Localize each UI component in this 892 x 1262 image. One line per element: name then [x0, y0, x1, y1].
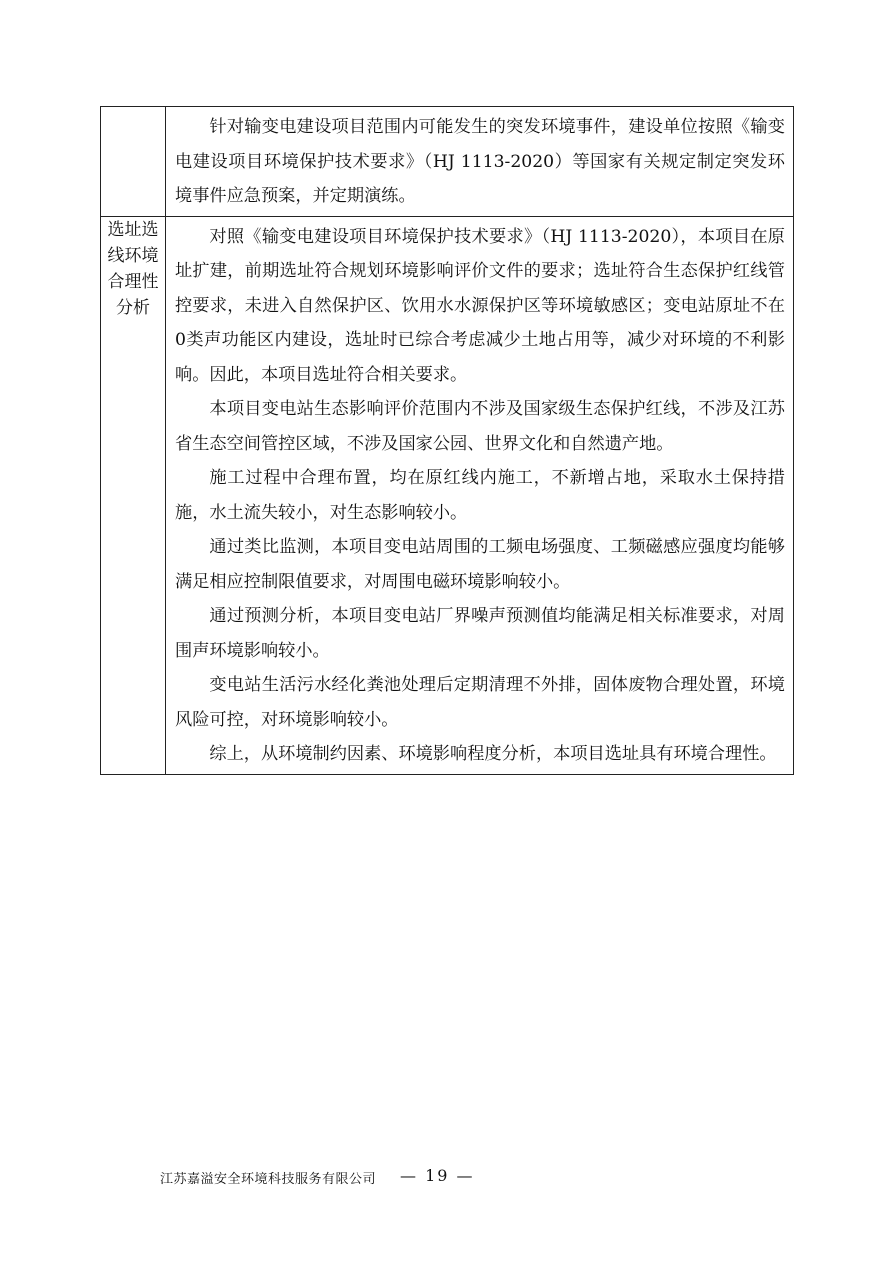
page-number: — 19 —	[400, 1166, 475, 1185]
table-row	[101, 216, 794, 774]
paragraph: 施工过程中合理布置，均在原红线内施工，不新增占地，采取水土保持措施，水土流失较小，对生态影响较小。	[175, 468, 785, 523]
table-row	[101, 107, 794, 217]
row-content-cell	[166, 107, 794, 217]
paragraph: 本项目变电站生态影响评价范围内不涉及国家级生态保护红线，不涉及江苏省生态空间管控区域，不涉及国家公园、世界文化和自然遗产地。	[175, 399, 785, 454]
row-content-cell	[166, 216, 794, 774]
analysis-table	[100, 106, 794, 775]
row-label-cell	[101, 216, 166, 774]
row-label: 选址选线环境合理性分析	[107, 219, 159, 318]
paragraph: 针对输变电建设项目范围内可能发生的突发环境事件，建设单位按照《输变电建设项目环境保护技术要求》（HJ 1113-2020）等国家有关规定制定突发环境事件应急预案，并定期演练。	[175, 117, 785, 206]
paragraph: 变电站生活污水经化粪池处理后定期清理不外排，固体废物合理处置，环境风险可控，对环境影响较小。	[175, 675, 785, 730]
row-label-cell	[101, 107, 166, 217]
paragraph: 综上，从环境制约因素、环境影响程度分析，本项目选址具有环境合理性。	[209, 744, 777, 764]
paragraph: 通过预测分析，本项目变电站厂界噪声预测值均能满足相关标准要求，对周围声环境影响较小。	[175, 606, 785, 661]
paragraph: 通过类比监测，本项目变电站周围的工频电场强度、工频磁感应强度均能够满足相应控制限值要求，对周围电磁环境影响较小。	[175, 537, 785, 592]
page-footer	[0, 1166, 892, 1190]
company-name: 江苏嘉溢安全环境科技服务有限公司	[160, 1172, 377, 1187]
paragraph: 对照《输变电建设项目环境保护技术要求》（HJ 1113-2020），本项目在原址扩建，前期选址符合规划环境影响评价文件的要求；选址符合生态保护红线管控要求，未进入自然保护区、饮用水水源保护区等环境敏感区；变电站原址不在0类声功能区内建设，选址时已综合考虑减少土地占用等，减少对环境的不利影响。因此，本项目选址符合相关要求。	[175, 226, 785, 385]
